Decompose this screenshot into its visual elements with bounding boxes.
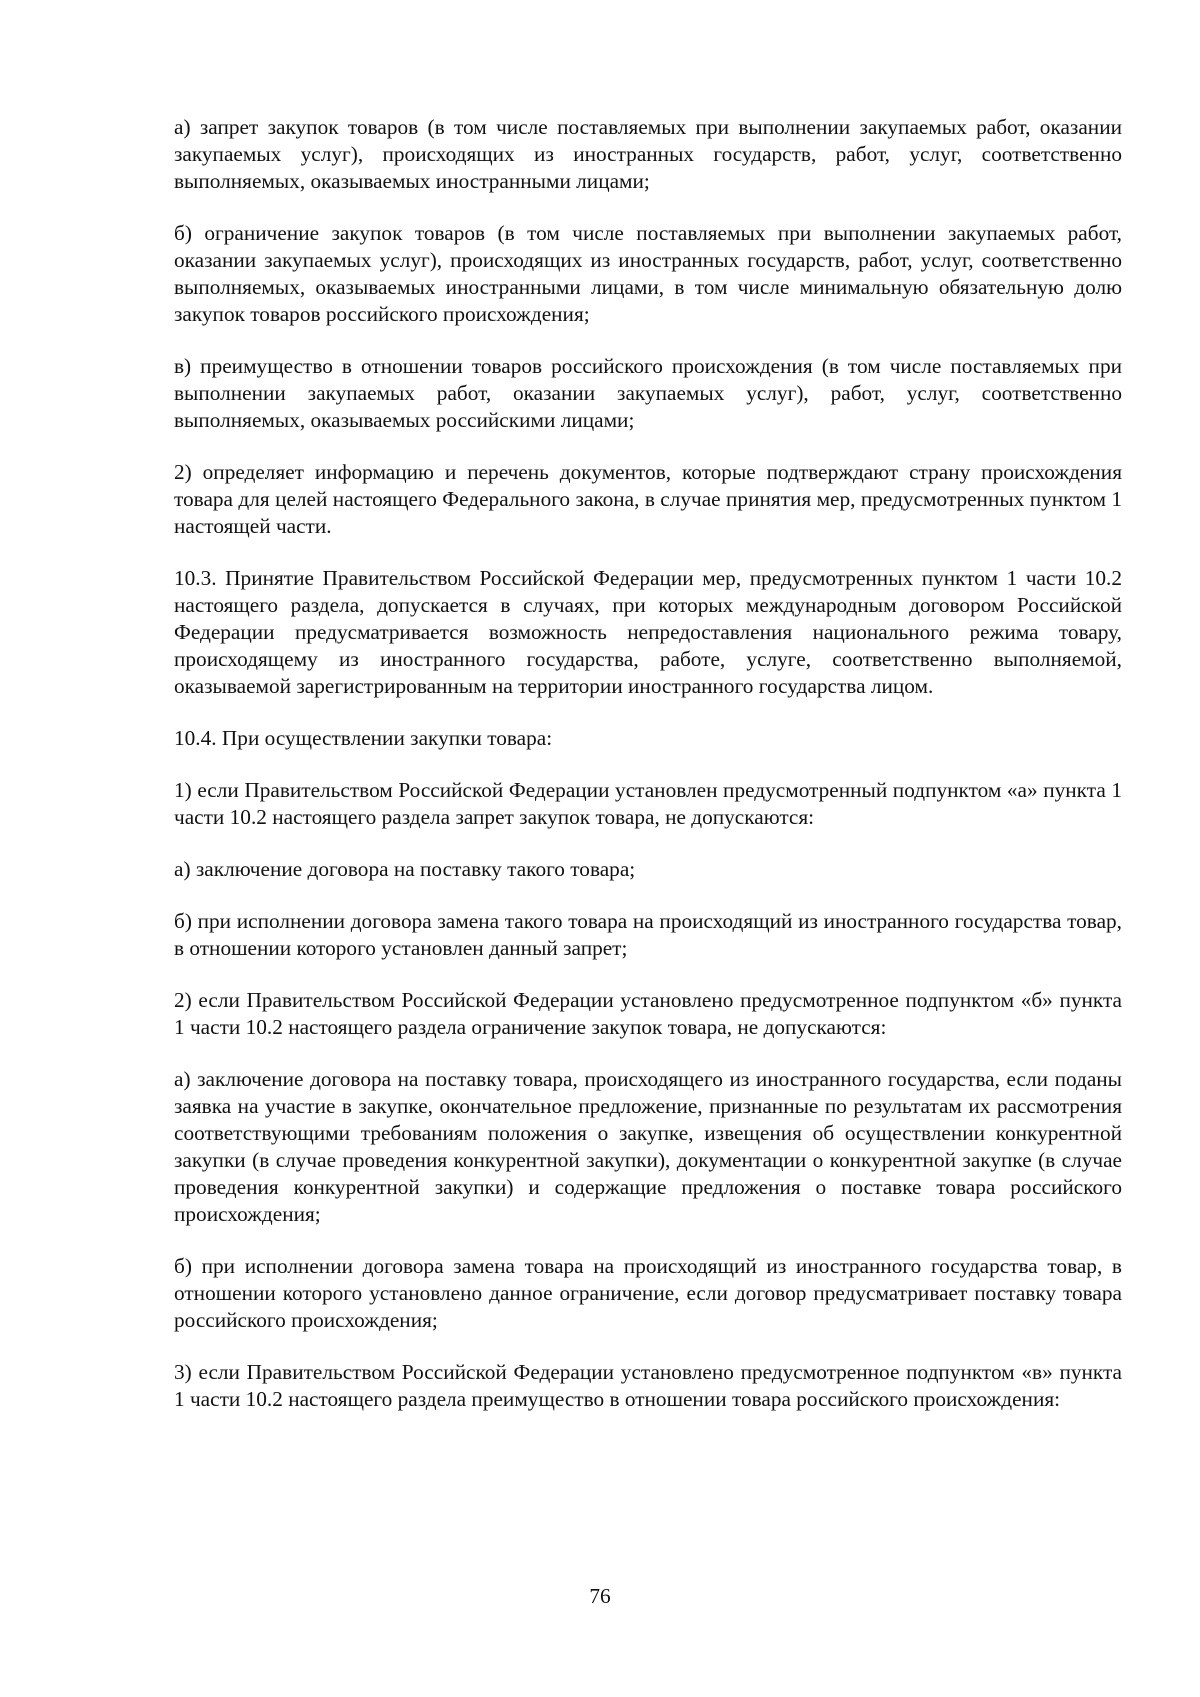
paragraph-10-4-item-2: 2) если Правительством Российской Федерации установлено предусмотренное подпунктом «б» пункта 1 части 10.2 настоящего раздела ограничение закупок товара, не допускаются: <box>174 988 1122 1039</box>
paragraph-10-4: 10.4. При осуществлении закупки товара: <box>174 726 553 750</box>
paragraph-item-v-preference: в) преимущество в отношении товаров российского происхождения (в том числе поставляемых при выполнении закупаемых работ, оказании закупаемых услуг), работ, услуг, соответственно выполняемых, оказываемых российскими лицами; <box>174 354 1122 432</box>
paragraph-10-4-item-1-a: а) заключение договора на поставку такого товара; <box>174 857 636 881</box>
paragraph-10-4-item-3: 3) если Правительством Российской Федерации установлено предусмотренное подпунктом «в» пункта 1 части 10.2 настоящего раздела преимущество в отношении товара российского происхождения: <box>174 1360 1122 1411</box>
paragraph-item-a-ban: а) запрет закупок товаров (в том числе поставляемых при выполнении закупаемых работ, оказании закупаемых услуг), происходящих из иностранных государств, работ, услуг, соответственно выполняемых, оказываемых иностранными лицами; <box>174 115 1122 193</box>
paragraph-item-2-documents: 2) определяет информацию и перечень документов, которые подтверждают страну происхождения товара для целей настоящего Федерального закона, в случае принятия мер, предусмотренных пунктом 1 настоящей части. <box>174 460 1122 538</box>
paragraph-item-b-restriction: б) ограничение закупок товаров (в том числе поставляемых при выполнении закупаемых работ, оказании закупаемых услуг), происходящих из иностранных государств, работ, услуг, соответственно выполняемых, оказываемых иностранными лицами, в том числе минимальную обязательную долю закупок товаров российского происхождения; <box>174 221 1122 326</box>
page-number: 76 <box>589 1584 611 1608</box>
paragraph-10-4-item-1: 1) если Правительством Российской Федерации установлен предусмотренный подпунктом «а» пункта 1 части 10.2 настоящего раздела запрет закупок товара, не допускаются: <box>174 778 1122 829</box>
document-page <box>174 114 1122 1438</box>
paragraph-10-4-item-2-a: а) заключение договора на поставку товара, происходящего из иностранного государства, если поданы заявка на участие в закупке, окончательное предложение, признанные по результатам их рассмотрения соответствующими требованиям положения о закупке, извещения об осуществлении конкурентной закупки (в случае проведения конкурентной закупки), документации о конкурентной закупке (в случае проведения конкурентной закупки) и содержащие предложения о поставке товара российского происхождения; <box>174 1067 1122 1226</box>
paragraph-10-4-item-2-b: б) при исполнении договора замена товара на происходящий из иностранного государства товар, в отношении которого установлено данное ограничение, если договор предусматривает поставку товара российского происхождения; <box>174 1254 1122 1332</box>
paragraph-10-4-item-1-b: б) при исполнении договора замена такого товара на происходящий из иностранного государства товар, в отношении которого установлен данный запрет; <box>174 909 1122 960</box>
paragraph-10-3: 10.3. Принятие Правительством Российской Федерации мер, предусмотренных пунктом 1 части 10.2 настоящего раздела, допускается в случаях, при которых международным договором Российской Федерации предусматривается возможность непредоставления национального режима товару, происходящему из иностранного государства, работе, услуге, соответственно выполняемой, оказываемой зарегистрированным на территории иностранного государства лицом. <box>174 566 1122 698</box>
